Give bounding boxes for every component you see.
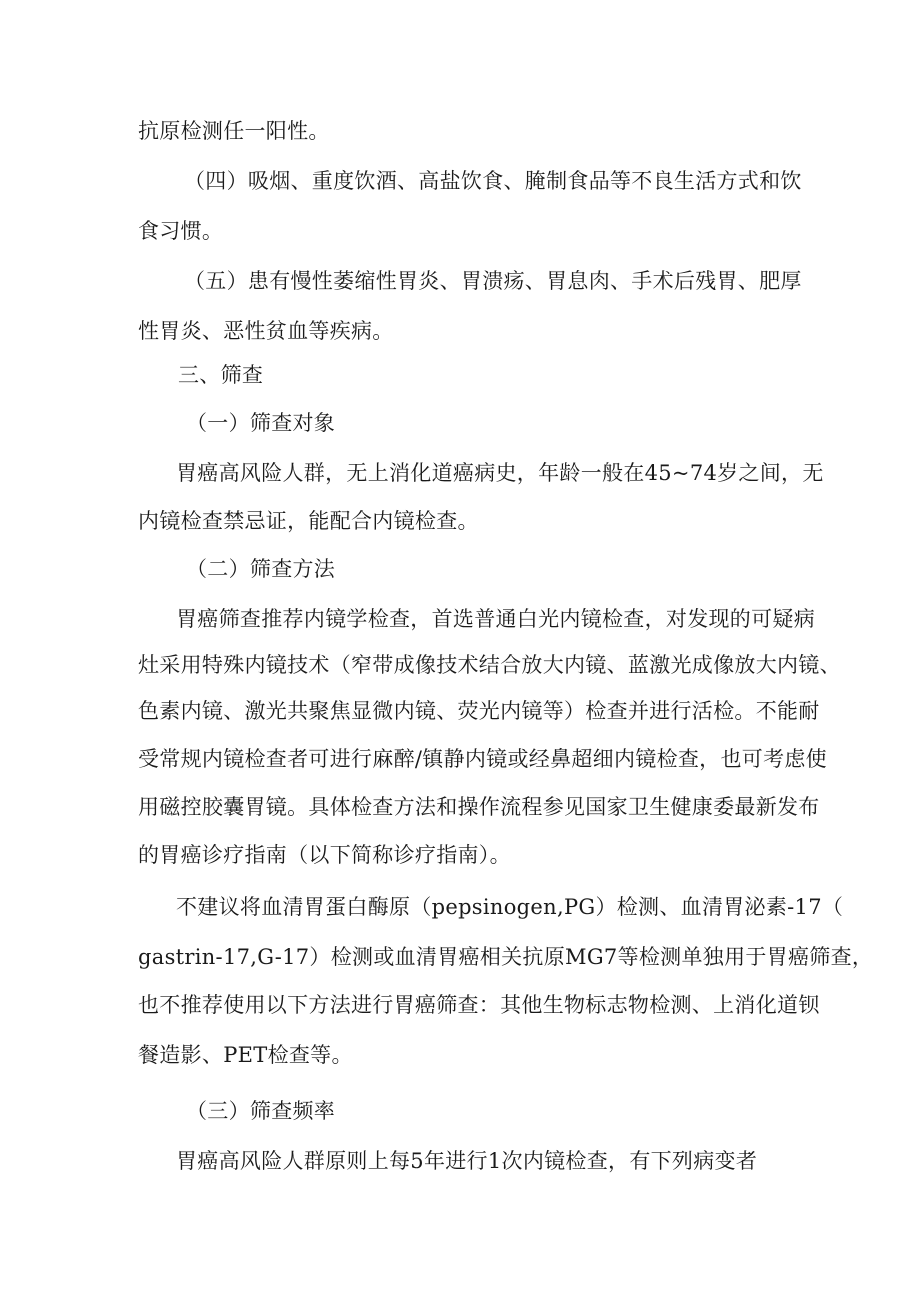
text-line: 胃癌高风险人群原则上每5年进行1次内镜检查，有下列病变者	[176, 1149, 758, 1173]
subsection-heading: （三）筛查频率	[186, 1099, 336, 1123]
text-line: 不建议将血清胃蛋白酶原（pepsinogen,PG）检测、血清胃泌素-17（	[176, 895, 844, 919]
text-line: 的胃癌诊疗指南（以下简称诊疗指南）。	[138, 843, 511, 867]
text-line: 内镜检查禁忌证，能配合内镜检查。	[138, 509, 479, 533]
text-line: 灶采用特殊内镜技术（窄带成像技术结合放大内镜、蓝激光成像放大内镜、	[138, 653, 841, 677]
text-line: 性胃炎、恶性贫血等疾病。	[138, 319, 394, 343]
text-line: （五）患有慢性萎缩性胃炎、胃溃疡、胃息肉、手术后残胃、肥厚	[184, 269, 802, 293]
text-line: 餐造影、PET检查等。	[138, 1043, 353, 1067]
text-line: 也不推荐使用以下方法进行胃癌筛查：其他生物标志物检测、上消化道钡	[138, 993, 820, 1017]
text-line: gastrin-17,G-17）检测或血清胃癌相关抗原MG7等检测单独用于胃癌筛查，	[138, 945, 874, 969]
subsection-heading: （一）筛查对象	[186, 411, 336, 435]
text-line: 色素内镜、激光共聚焦显微内镜、荧光内镜等）检查并进行活检。不能耐	[138, 699, 820, 723]
text-line: 胃癌高风险人群，无上消化道癌病史，年龄一般在45~74岁之间，无	[176, 461, 824, 485]
text-line: （四）吸烟、重度饮酒、高盐饮食、腌制食品等不良生活方式和饮	[184, 169, 802, 193]
text-line: 胃癌筛查推荐内镜学检查，首选普通白光内镜检查，对发现的可疑病	[176, 607, 815, 631]
section-heading: 三、筛查	[178, 363, 264, 387]
text-line: 受常规内镜检查者可进行麻醉/镇静内镜或经鼻超细内镜检查，也可考虑使	[138, 747, 827, 771]
text-line: 抗原检测任一阳性。	[138, 119, 330, 143]
text-line: 食习惯。	[138, 219, 224, 243]
subsection-heading: （二）筛查方法	[186, 557, 336, 581]
text-line: 用磁控胶囊胃镜。具体检查方法和操作流程参见国家卫生健康委最新发布	[138, 795, 820, 819]
